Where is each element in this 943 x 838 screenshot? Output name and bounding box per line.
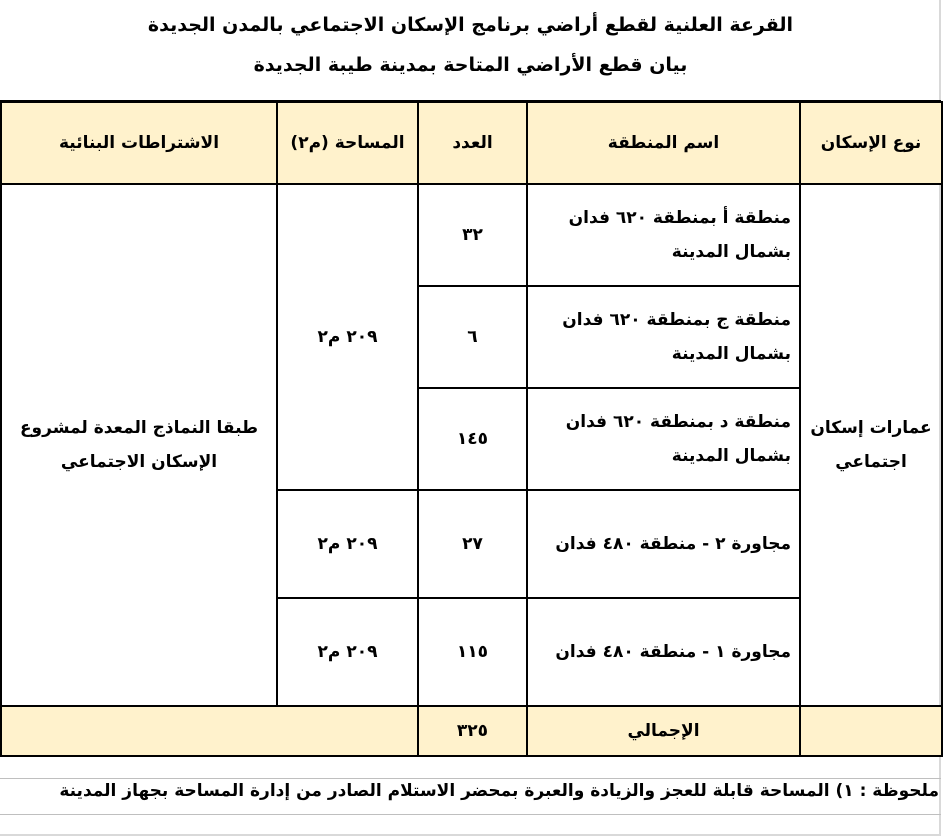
count-cell: ١١٥ [418,598,527,706]
title-line-1: القرعة العلنية لقطع أراضي برنامج الإسكان الاجتماعي بالمدن الجديدة [147,14,794,36]
header-row [1,102,942,184]
area-cell: ٢٠٩ م٢ [277,184,418,490]
header-region-name: اسم المنطقة [527,102,800,184]
conditions-cell: طبقا النماذج المعدة لمشروع الإسكان الاجتماعي [1,184,277,706]
table-row [1,184,942,286]
header-count: العدد [418,102,527,184]
title-block [0,0,941,102]
land-plots-table [0,101,943,757]
footnote: ملحوظة : ١) المساحة قابلة للعجز والزيادة والعبرة بمحضر الاستلام الصادر من إدارة المساحة بجهاز المدينة [59,781,939,801]
header-housing-type: نوع الإسكان [800,102,942,184]
note-divider-bottom [0,814,941,815]
count-cell: ١٤٥ [418,388,527,490]
total-value: ٣٢٥ [418,706,527,756]
note-divider-top [0,778,941,779]
count-cell: ٦ [418,286,527,388]
title-line-2: بيان قطع الأراضي المتاحة بمدينة طيبة الجديدة [253,54,688,76]
total-empty-cell [1,706,418,756]
total-row [1,706,942,756]
total-spacer-cell [800,706,942,756]
header-conditions: الاشتراطات البنائية [1,102,277,184]
count-cell: ٢٧ [418,490,527,598]
total-label: الإجمالي [527,706,800,756]
header-area: المساحة (م٢) [277,102,418,184]
count-cell: ٣٢ [418,184,527,286]
area-cell: ٢٠٩ م٢ [277,598,418,706]
region-cell: مجاورة ٢ - منطقة ٤٨٠ فدان [527,490,800,598]
region-cell: منطقة د بمنطقة ٦٢٠ فدان بشمال المدينة [527,388,800,490]
region-cell: مجاورة ١ - منطقة ٤٨٠ فدان [527,598,800,706]
housing-type-cell: عمارات إسكان اجتماعي [800,184,942,706]
area-cell: ٢٠٩ م٢ [277,490,418,598]
region-cell: منطقة أ بمنطقة ٦٢٠ فدان بشمال المدينة [527,184,800,286]
region-cell: منطقة ج بمنطقة ٦٢٠ فدان بشمال المدينة [527,286,800,388]
